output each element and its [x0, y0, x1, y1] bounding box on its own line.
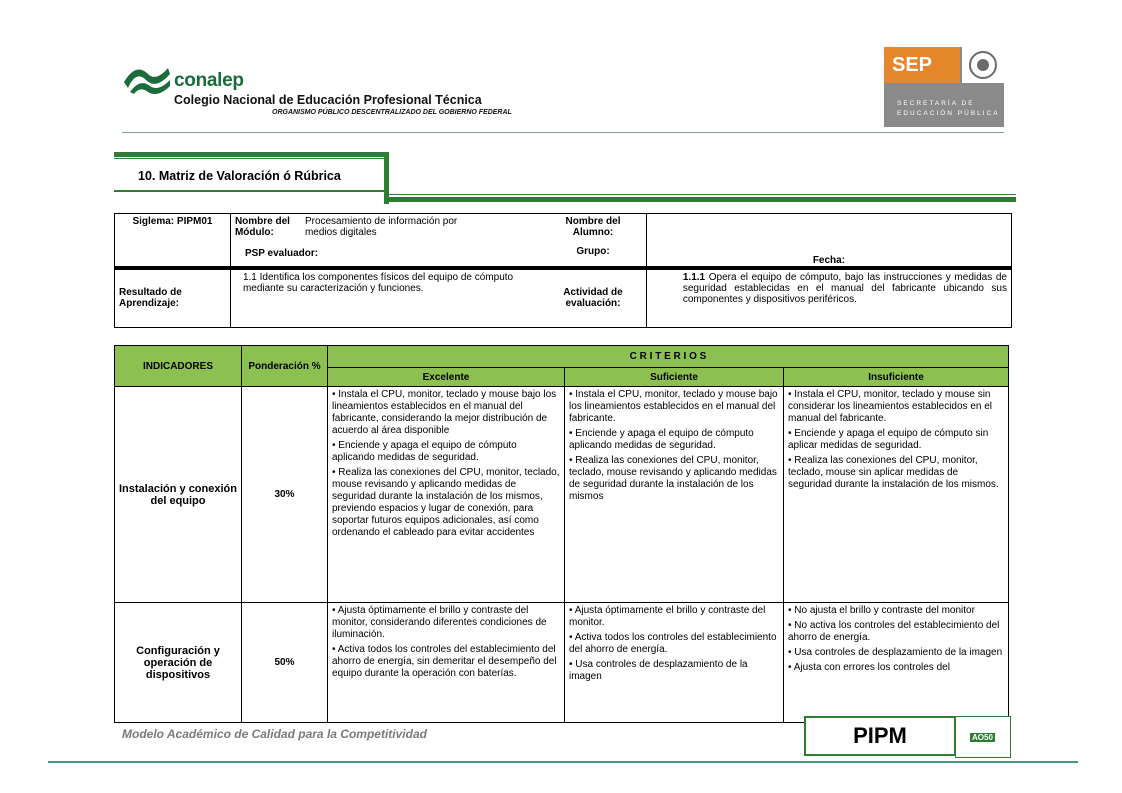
resultado-label-cell: [115, 268, 231, 328]
table-row: [115, 387, 1009, 603]
ponderacion-cell: 30%: [242, 387, 328, 603]
footer-text: Modelo Académico de Calidad para la Competitividad: [122, 727, 427, 741]
col-criterios: C R I T E R I O S: [328, 346, 1009, 368]
title-bar: [114, 152, 386, 157]
actividad-label-cell: [540, 268, 646, 328]
col-excelente: Excelente: [328, 368, 565, 387]
footer-divider: [48, 761, 1078, 763]
modulo-cell: [230, 214, 540, 268]
criterion-item: • Enciende y apaga el equipo de cómputo aplicando medidas de seguridad.: [569, 428, 754, 451]
criterion-item: • Usa controles de desplazamiento de la imagen: [788, 647, 1003, 658]
excelente-cell: [328, 387, 565, 603]
alumno-value-cell: [646, 214, 1011, 268]
actividad-value-cell: [646, 268, 1011, 328]
insuficiente-cell: [784, 387, 1009, 603]
fecha-label: Fecha:: [812, 254, 846, 266]
criterion-item: • Activa todos los controles del establecimiento del ahorro de energía.: [569, 632, 777, 655]
sigla-cell: [115, 214, 231, 268]
resultado-label: Resultado de Aprendizaje:: [119, 287, 182, 310]
sep-logo-text: SEP: [884, 47, 960, 83]
criterion-item: • Realiza las conexiones del CPU, monitor, teclado, mouse revisando y aplicando medidas de seguridad durante la instalación de los mismos, previendo espacios y lugar de conexión, para soportar futuros equipos adicionales, así como ordenando el cableado para evitar accidentes: [332, 467, 560, 538]
mexico-seal-icon: [962, 47, 1004, 83]
ponderacion-cell: 50%: [242, 603, 328, 723]
insuficiente-cell: [784, 603, 1009, 723]
indicador-cell: Instalación y conexión del equipo: [115, 387, 242, 603]
actividad-num: 1.1.1: [682, 271, 706, 283]
excelente-cell: [328, 603, 565, 723]
psp-label: PSP evaluador:: [244, 248, 319, 259]
conalep-logo-icon: [122, 60, 172, 96]
criterion-item: • Enciende y apaga el equipo de cómputo aplicando medidas de seguridad.: [332, 440, 517, 463]
indicador-cell: Configuración y operación de dispositivos: [115, 603, 242, 723]
title-bar-line: [114, 158, 386, 159]
criterion-item: • Instala el CPU, monitor, teclado y mouse bajo los lineamientos establecidos en el manual del fabricante, considerando la mejor distribución de acuerdo al área disponible: [332, 389, 557, 436]
suficiente-cell: [565, 603, 784, 723]
criterion-item: • Realiza las conexiones del CPU, monitor, teclado, mouse sin aplicar medidas de seguridad durante la instalación de los mismos.: [788, 455, 999, 490]
criterion-item: • Ajusta con errores los controles del: [788, 662, 950, 673]
sep-line-1: SECRETARÍA DE: [897, 100, 975, 107]
criterion-item: • Enciende y apaga el equipo de cómputo sin aplicar medidas de seguridad.: [788, 428, 989, 451]
suficiente-cell: [565, 387, 784, 603]
col-indicadores: INDICADORES: [115, 346, 242, 387]
criterion-item: • Ajusta óptimamente el brillo y contraste del monitor.: [569, 605, 766, 628]
modulo-value: Procesamiento de información por medios digitales: [304, 216, 458, 238]
conalep-full-name: Colegio Nacional de Educación Profesional Técnica: [174, 93, 482, 107]
section-title: 10. Matriz de Valoración ó Rúbrica: [138, 169, 341, 183]
info-table: [114, 213, 1012, 328]
conalep-subtitle: ORGANISMO PÚBLICO DESCENTRALIZADO DEL GOBIERNO FEDERAL: [272, 109, 512, 116]
criterion-item: • Realiza las conexiones del CPU, monitor, teclado, mouse revisando y aplicando medidas de seguridad durante la instalación de los mismos: [569, 455, 777, 502]
criterion-item: • Activa todos los controles del establecimiento del ahorro de energía, sin demeritar el desempeño del equipo durante la operación con baterías.: [332, 644, 557, 679]
title-rule-thick: [386, 197, 1016, 202]
table-row: [115, 603, 1009, 723]
actividad-value: Opera el equipo de cómputo, bajo las instrucciones y medidas de seguridad establecidas en el manual del fabricante ubicando sus componentes y dispositivos periféricos.: [682, 271, 1007, 305]
sep-line-2: EDUCACIÓN PÚBLICA: [897, 110, 1000, 117]
module-badge: AO50: [972, 733, 993, 742]
criterion-item: • Instala el CPU, monitor, teclado y mouse bajo los lineamientos establecidos en el manual del fabricante.: [569, 389, 778, 424]
alumno-cell: [540, 214, 646, 268]
criterion-item: • Usa controles de desplazamiento de la imagen: [569, 659, 748, 682]
modulo-label: Nombre del Módulo:: [234, 216, 290, 238]
alumno-label: Nombre del Alumno:: [565, 216, 621, 238]
col-suficiente: Suficiente: [565, 368, 784, 387]
resultado-value: 1.1 Identifica los componentes físicos del equipo de cómputo mediante su caracterización y funciones.: [242, 271, 514, 294]
module-badge-box: [955, 716, 1011, 758]
criterion-item: • No activa los controles del establecimiento del ahorro de energía.: [788, 620, 1000, 643]
col-ponderacion: Ponderación %: [242, 346, 328, 387]
title-rule-thin: [386, 194, 1016, 195]
criterion-item: • Instala el CPU, monitor, teclado y mouse sin considerar los lineamientos establecidos en el manual del fabricante.: [788, 389, 993, 424]
header-divider: [122, 132, 1004, 133]
rubric-table: [114, 345, 1009, 723]
sigla-label: Siglema: PIPM01: [132, 216, 213, 227]
grupo-label: Grupo:: [576, 246, 610, 257]
criterion-item: • No ajusta el brillo y contraste del monitor: [788, 605, 975, 616]
col-insuficiente: Insuficiente: [784, 368, 1009, 387]
sep-logo: [884, 47, 1004, 127]
conalep-name: conalep: [174, 70, 244, 91]
actividad-label: Actividad de evaluación:: [563, 287, 623, 310]
module-code: PIPM: [804, 716, 956, 756]
criterion-item: • Ajusta óptimamente el brillo y contraste del monitor, considerando diferentes condiciones de iluminación.: [332, 605, 547, 640]
title-underline: [114, 190, 386, 192]
resultado-value-cell: [230, 268, 540, 328]
